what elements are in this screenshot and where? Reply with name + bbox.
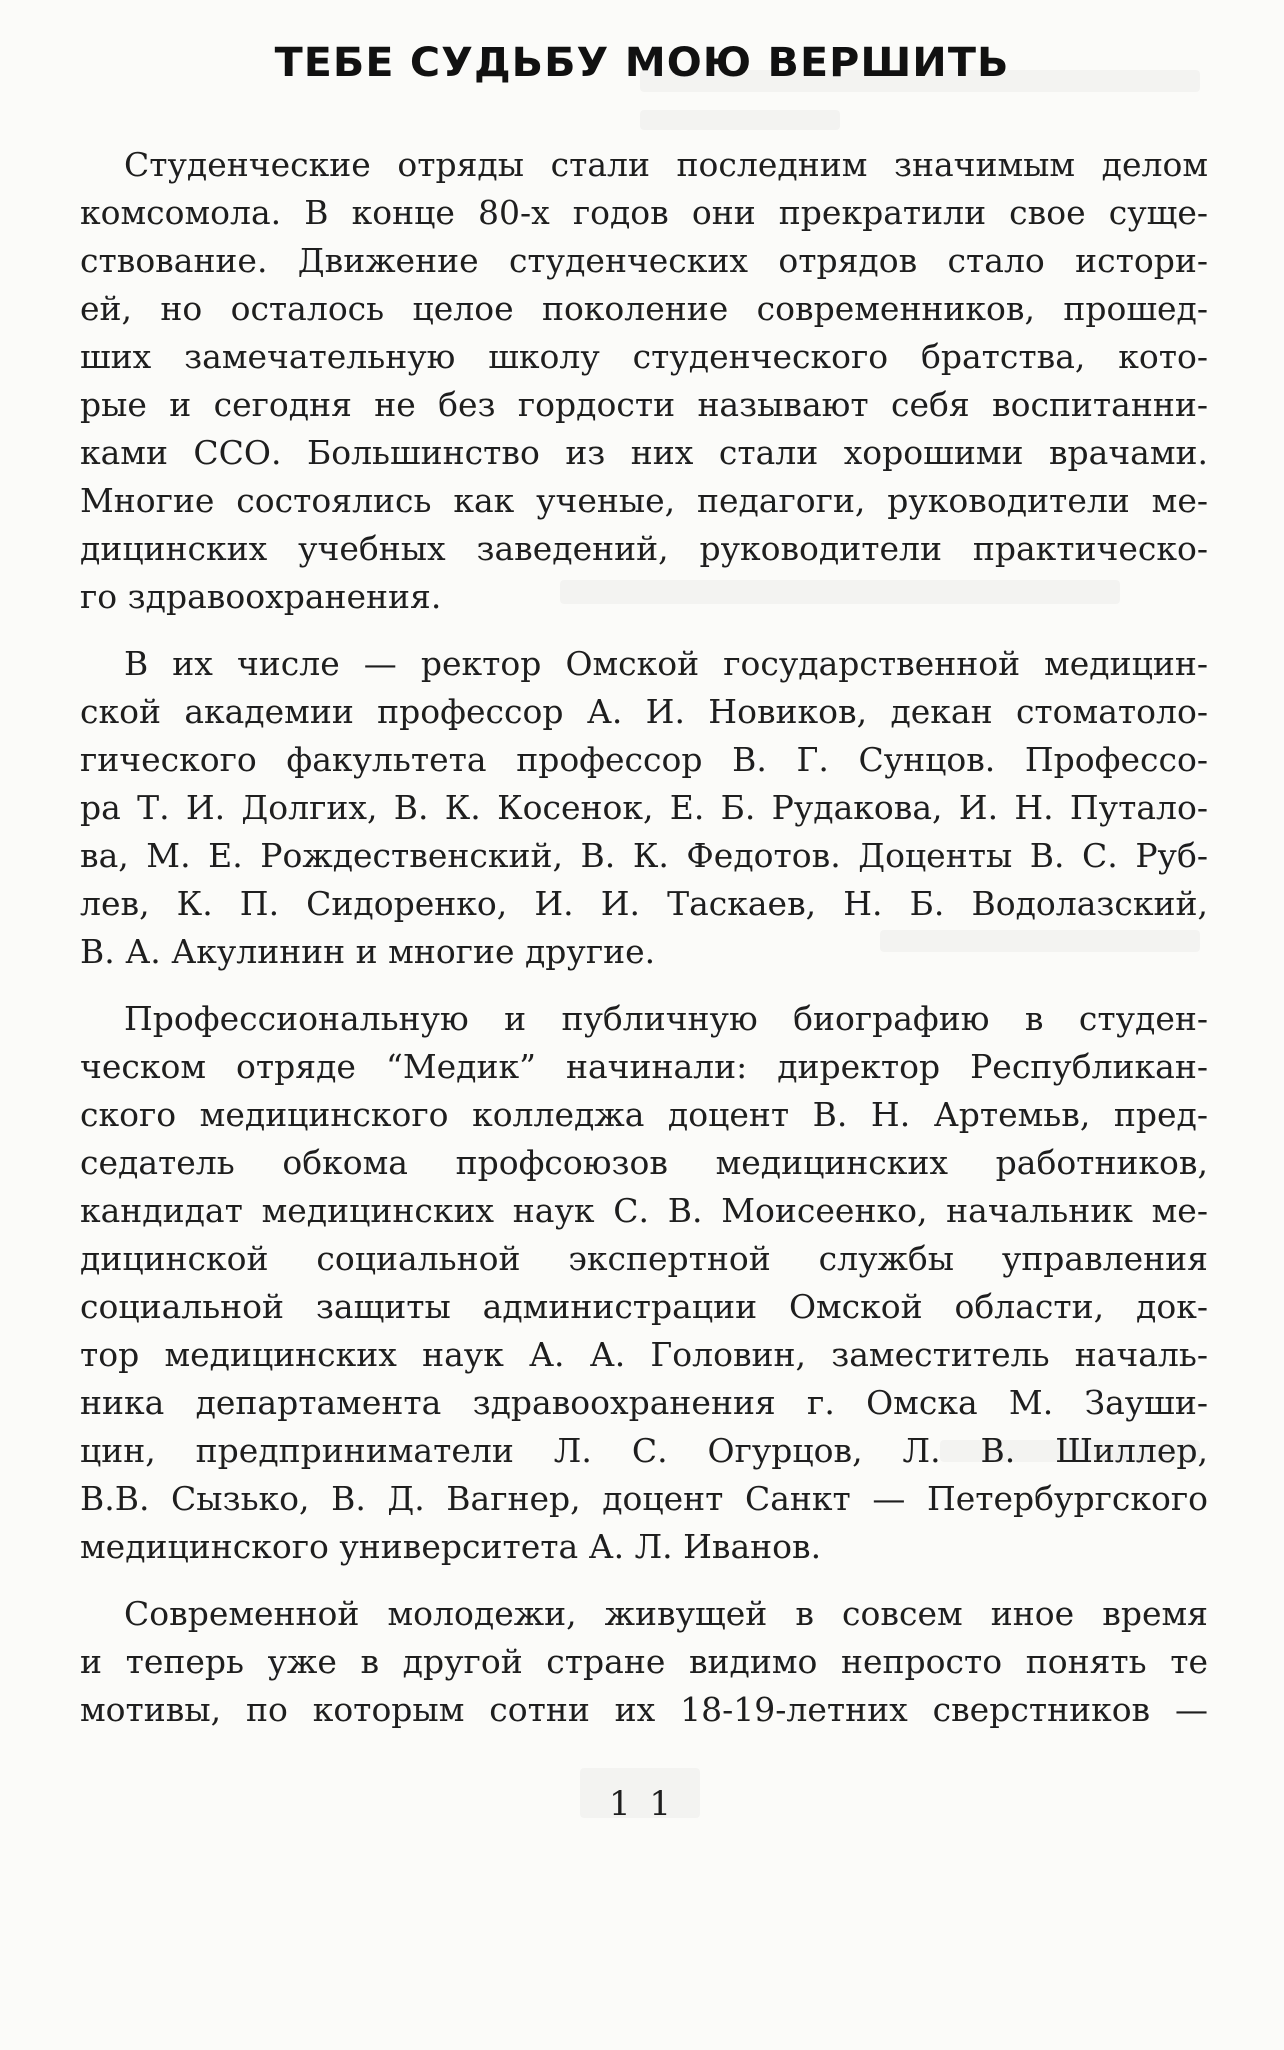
text-line: медицинского университета А. Л. Иванов. — [80, 1527, 822, 1566]
paragraph — [80, 1590, 1208, 1734]
text-line: ской академии профессор А. И. Новиков, декан стоматоло- — [80, 692, 1208, 731]
text-line: В их числе — ректор Омской государственной медицин- — [124, 644, 1208, 683]
text-line: тор медицинских наук А. А. Головин, заместитель началь- — [80, 1335, 1208, 1374]
text-line: седатель обкома профсоюзов медицинских работников, — [80, 1143, 1208, 1182]
text-line: Современной молодежи, живущей в совсем иное время — [124, 1594, 1208, 1633]
paragraph — [80, 141, 1208, 621]
text-line: Многие состоялись как ученые, педагоги, руководители ме- — [80, 481, 1208, 520]
text-line: мотивы, по которым сотни их 18-19-летних сверстников — — [80, 1690, 1208, 1729]
text-line: гического факультета профессор В. Г. Сунцов. Профессо- — [80, 740, 1208, 779]
text-line: дицинских учебных заведений, руководители практическо- — [80, 529, 1208, 568]
text-line: кандидат медицинских наук С. В. Моисеенко, начальник ме- — [80, 1191, 1208, 1230]
text-line: комсомола. В конце 80-х годов они прекратили свое суще- — [80, 193, 1208, 232]
text-line: ших замечательную школу студенческого братства, кото- — [80, 337, 1208, 376]
text-line: рые и сегодня не без гордости называют себя воспитанни- — [80, 385, 1208, 424]
text-line: В.В. Сызько, В. Д. Вагнер, доцент Санкт — Петербургского — [80, 1479, 1208, 1518]
text-line: ствование. Движение студенческих отрядов стало истори- — [80, 241, 1208, 280]
text-line: и теперь уже в другой стране видимо непросто понять те — [80, 1642, 1208, 1681]
text-line: ей, но осталось целое поколение современников, прошед- — [80, 289, 1208, 328]
text-line: социальной защиты администрации Омской области, док- — [80, 1287, 1208, 1326]
page-number: 1 1 — [608, 1784, 676, 1824]
text-line: дицинской социальной экспертной службы управления — [80, 1239, 1208, 1278]
text-line: ва, М. Е. Рождественский, В. К. Федотов. Доценты В. С. Руб- — [80, 836, 1208, 875]
text-line: ками ССО. Большинство из них стали хорошими врачами. — [80, 433, 1208, 472]
paragraph — [80, 995, 1208, 1571]
text-line: лев, К. П. Сидоренко, И. И. Таскаев, Н. Б. Водолазский, — [80, 884, 1208, 923]
text-line: го здравоохранения. — [80, 577, 442, 616]
text-line: ника департамента здравоохранения г. Омска М. Зауши- — [80, 1383, 1208, 1422]
text-line: ского медицинского колледжа доцент В. Н. Артемьв, пред- — [80, 1095, 1208, 1134]
running-head: ТЕБЕ СУДЬБУ МОЮ ВЕРШИТЬ — [274, 40, 1010, 86]
text-line: цин, предприниматели Л. С. Огурцов, Л. В. Шиллер, — [80, 1431, 1208, 1470]
text-line: В. А. Акулинин и многие другие. — [80, 932, 656, 971]
text-line: Студенческие отряды стали последним значимым делом — [124, 145, 1208, 184]
body-text — [80, 141, 1208, 1734]
text-line: ра Т. И. Долгих, В. К. Косенок, Е. Б. Рудакова, И. Н. Путало- — [80, 788, 1208, 827]
paragraph — [80, 640, 1208, 976]
bleed-through-mark — [640, 110, 840, 130]
text-line: ческом отряде “Медик” начинали: директор Республикан- — [80, 1047, 1208, 1086]
text-line: Профессиональную и публичную биографию в студен- — [124, 999, 1208, 1038]
